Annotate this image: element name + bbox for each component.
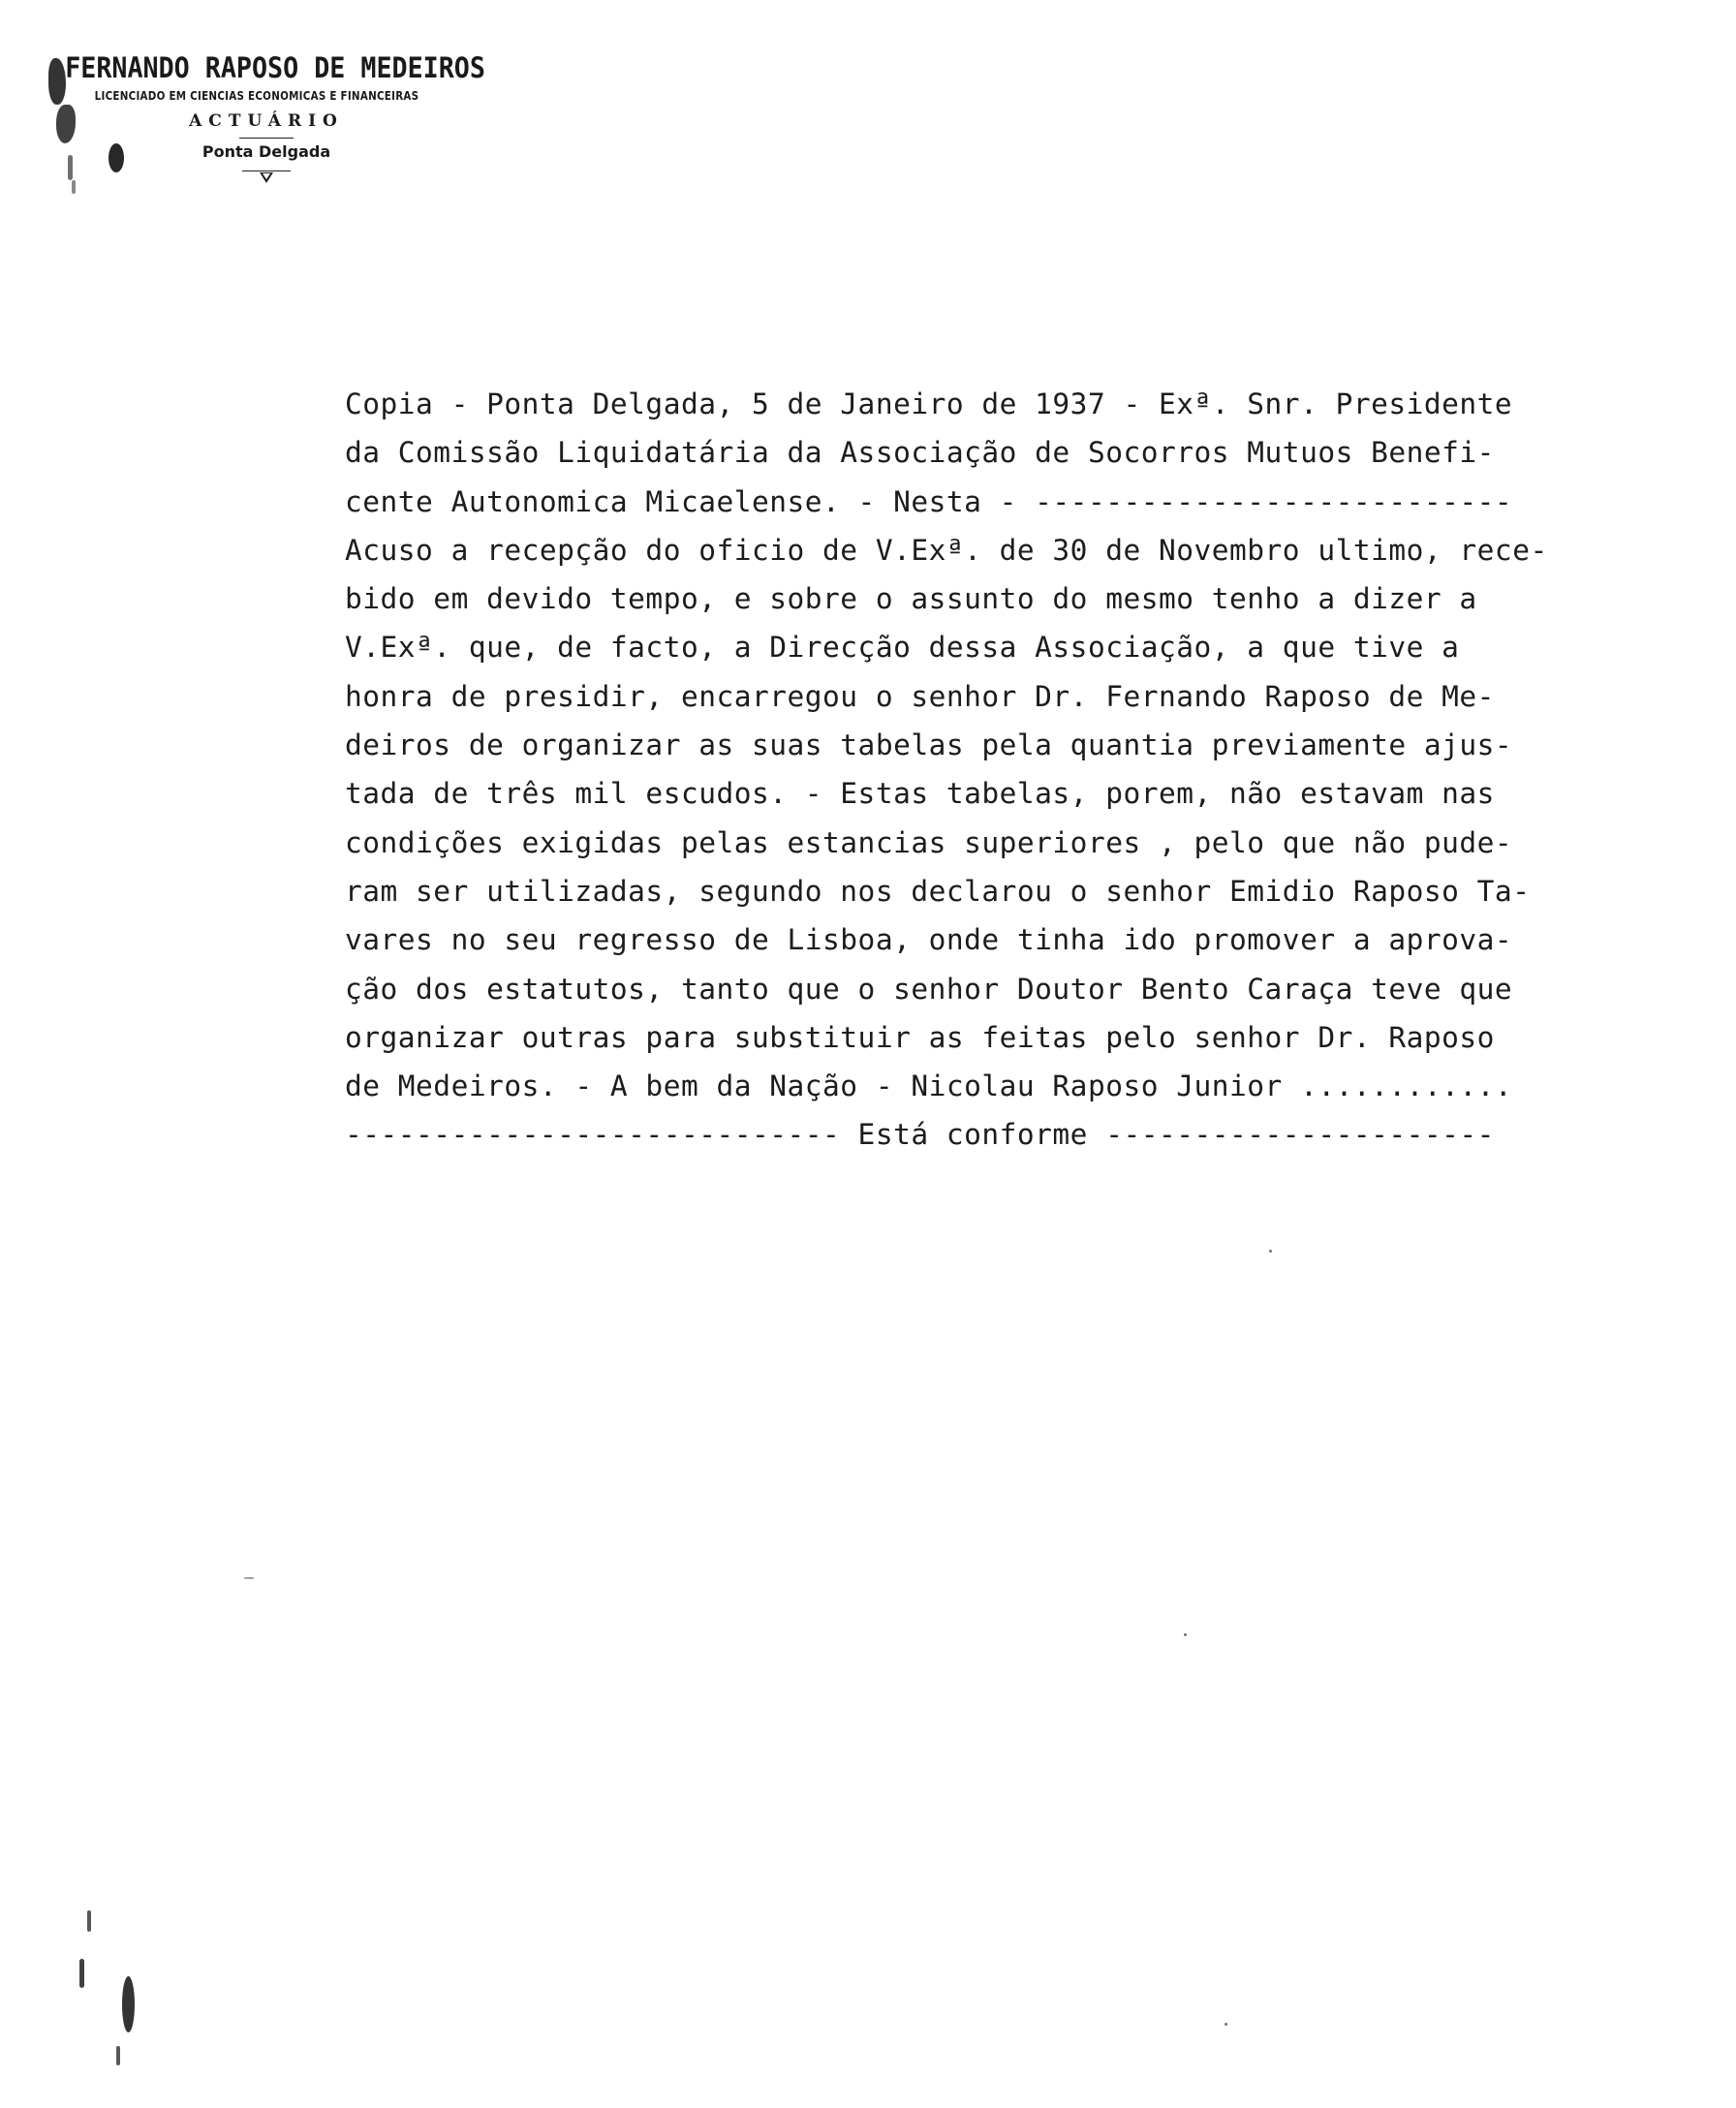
speck-1 [1269,1250,1272,1253]
ink-mark-bottom-4 [116,2046,120,2065]
ink-speck-1 [68,155,73,180]
body-line: condições exigidas pelas estancias superiores , pelo que não pude- [345,825,1513,859]
body-line: cente Autonomica Micaelense. - Nesta - --------------------------- [345,484,1513,518]
letterhead-divider [239,138,294,139]
ink-mark-bottom-2 [79,1959,84,1988]
body-line: ram ser utilizadas, segundo nos declarou o senhor Emidio Raposo Ta- [345,874,1531,908]
body-line: Copia - Ponta Delgada, 5 de Janeiro de 1937 - Exª. Snr. Presidente [345,388,1513,420]
ink-speck-2 [72,180,76,194]
letterhead-name: FERNANDO RAPOSO DE MEDEIROS [65,51,485,84]
body-line: Acuso a recepção do oficio de V.Exª. de 30 de Novembro ultimo, rece- [345,533,1548,567]
letterhead-divider-lower [242,170,291,171]
speck-2 [1184,1633,1187,1636]
ink-mark-bottom-3 [122,1976,135,2032]
letterhead-degree: LICENCIADO EM CIENCIAS ECONOMICAS E FINANCEIRAS [94,89,419,103]
ink-mark-bottom-1 [87,1910,91,1932]
letter-body [345,380,1701,1160]
body-line: vares no seu regresso de Lisboa, onde tinha ido promover a aprova- [345,923,1513,957]
body-line: bido em devido tempo, e sobre o assunto do mesmo tenho a dizer a [345,582,1477,616]
body-line: tada de três mil escudos. - Estas tabelas, porem, não estavam nas [345,777,1495,811]
letterhead-role: ACTUÁRIO [189,111,344,131]
letterhead-city: Ponta Delgada [202,142,331,161]
triangle-ornament-icon [260,172,273,183]
ink-stain-top [48,58,66,105]
body-line: deiros de organizar as suas tabelas pela quantia previamente ajus- [345,728,1513,762]
speck-4 [244,1577,254,1579]
ink-stain-drop [108,143,124,172]
body-line: de Medeiros. - A bem da Nação - Nicolau Raposo Junior ............ [345,1070,1513,1103]
body-line: ção dos estatutos, tanto que o senhor Doutor Bento Caraça teve que [345,972,1513,1006]
body-line: organizar outras para substituir as feitas pelo senhor Dr. Raposo [345,1020,1495,1054]
body-line: ---------------------------- Está conforme ---------------------- [345,1118,1495,1152]
body-line: honra de presidir, encarregou o senhor Dr. Fernando Raposo de Me- [345,679,1495,713]
speck-3 [1224,2023,1227,2026]
body-line: V.Exª. que, de facto, a Direcção dessa Associação, a que tive a [345,631,1460,665]
body-line: da Comissão Liquidatária da Associação de Socorros Mutuos Benefi- [345,436,1495,470]
